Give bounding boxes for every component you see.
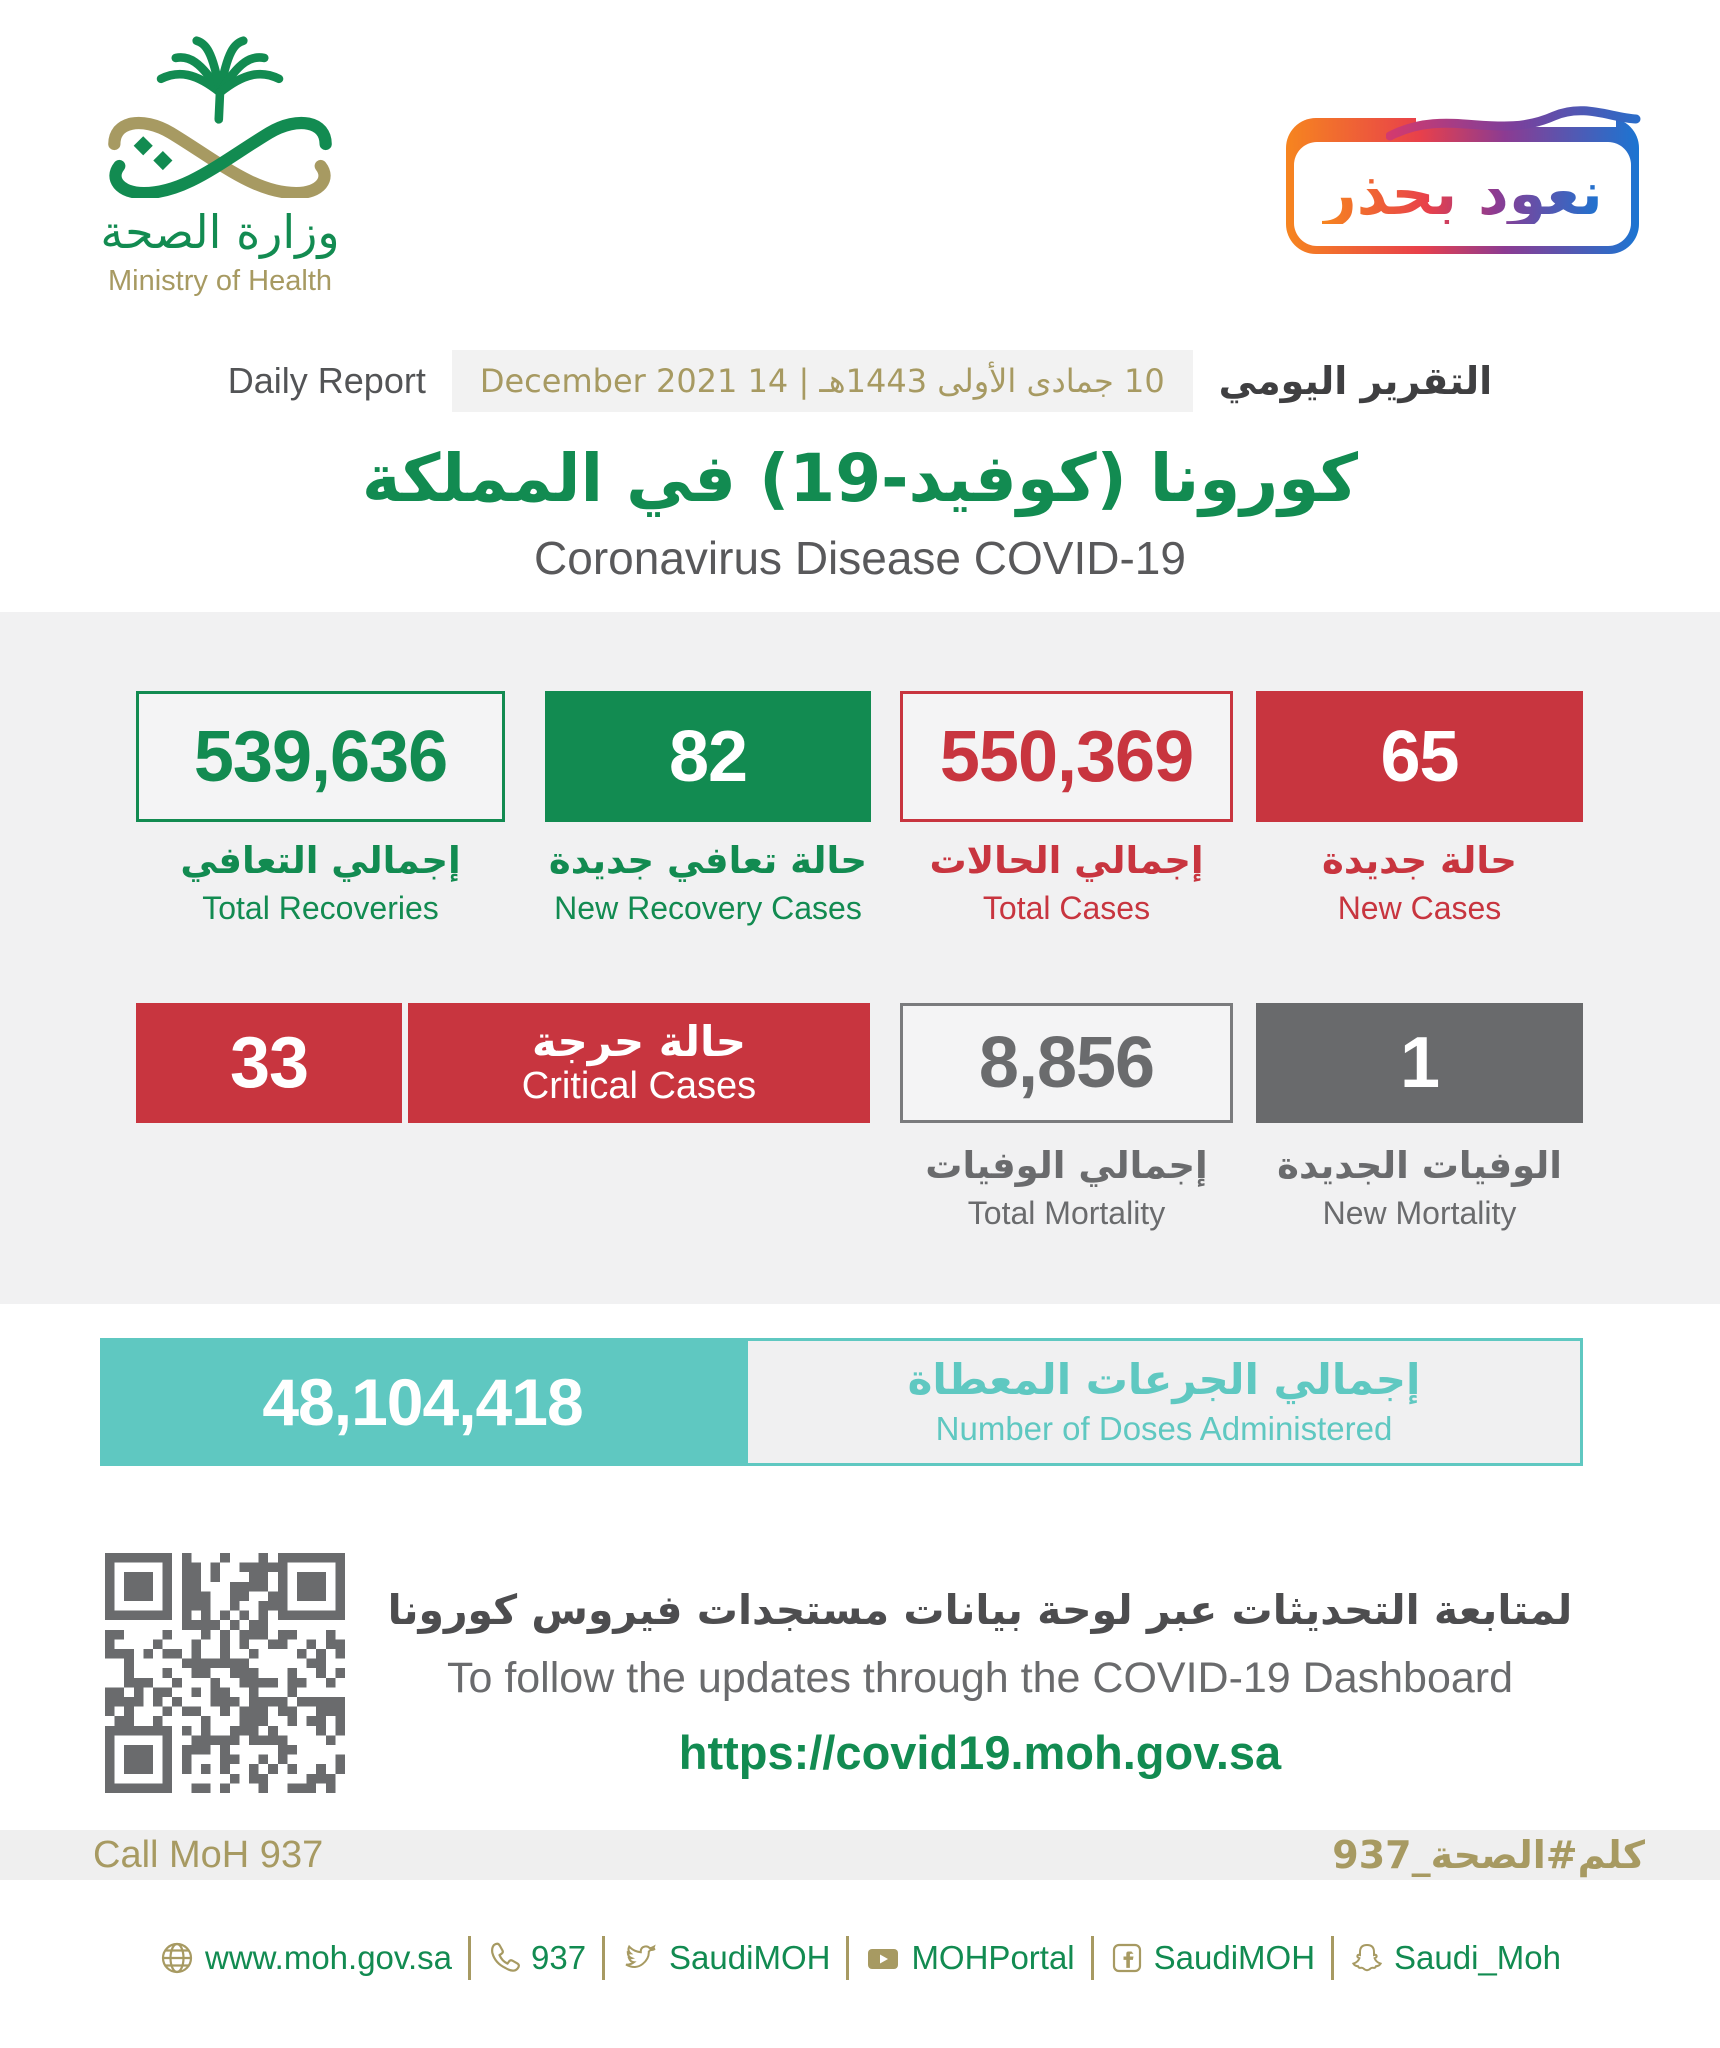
ministry-name-arabic: وزارة الصحة [100, 205, 340, 259]
dashboard-line-en: To follow the updates through the COVID-19 Dashboard [446, 1654, 1514, 1702]
total-recoveries-value: 539,636 [136, 691, 505, 822]
doses-label-ar: إجمالي الجرعات المعطاة [907, 1355, 1421, 1404]
critical-cases-label-en: Critical Cases [521, 1065, 757, 1108]
doses-label-panel [745, 1338, 1583, 1466]
new-mortality-label-ar: الوفيات الجديدة [1277, 1144, 1562, 1187]
doses-administered-bar [100, 1338, 1583, 1466]
footer-snapchat-label: Saudi_Moh [1394, 1939, 1561, 1976]
return-with-caution-badge [1286, 102, 1639, 254]
total-recoveries-label-ar: إجمالي التعافي [180, 839, 461, 882]
dashboard-url-link[interactable]: https://covid19.moh.gov.sa [678, 1726, 1282, 1779]
total-recoveries-label [136, 838, 505, 928]
report-date: 10 جمادى الأولى 1443هـ | 14 December 2021 [452, 350, 1193, 412]
daily-report-label-en: Daily Report [227, 360, 426, 401]
dashboard-line-ar: لمتابعة التحديثات عبر لوحة بيانات مستجدات فيروس كورونا [387, 1586, 1573, 1634]
total-cases-label-en: Total Cases [982, 890, 1151, 927]
total-cases-label-ar: إجمالي الحالات [929, 839, 1204, 882]
footer-item-phone[interactable] [487, 1939, 586, 1977]
footer-twitter-label: SaudiMOH [669, 1939, 831, 1976]
new-cases-label-en: New Cases [1337, 890, 1502, 927]
facebook-icon [1110, 1941, 1144, 1975]
doses-value: 48,104,418 [262, 1365, 583, 1439]
footer-item-twitter[interactable] [621, 1939, 830, 1977]
critical-cases-value: 33 [136, 1003, 402, 1123]
footer-item-website[interactable] [159, 1939, 452, 1977]
total-mortality-value: 8,856 [900, 1003, 1233, 1123]
new-cases-label-ar: حالة جديدة [1322, 839, 1517, 882]
globe-icon [159, 1940, 195, 1976]
twitter-icon [621, 1941, 659, 1975]
new-mortality-value: 1 [1256, 1003, 1583, 1123]
total-mortality-label-ar: إجمالي الوفيات [925, 1144, 1208, 1187]
contact-band [0, 1830, 1720, 1880]
new-mortality-label-en: New Mortality [1322, 1195, 1517, 1232]
footer-phone-label: 937 [530, 1939, 587, 1976]
daily-report-label-ar: التقرير اليومي [1218, 359, 1493, 403]
report-header [0, 350, 1720, 585]
dashboard-info [380, 1586, 1580, 1780]
footer-item-snapchat[interactable] [1350, 1939, 1561, 1977]
ministry-name-english: Ministry of Health [107, 265, 332, 297]
footer-facebook-label: SaudiMOH [1153, 1939, 1316, 1976]
badge-wave-icon [1386, 102, 1642, 146]
footer-item-youtube[interactable] [865, 1939, 1074, 1977]
qr-code [105, 1553, 345, 1793]
new-mortality-label [1256, 1143, 1583, 1233]
footer-social-bar [0, 1936, 1720, 1980]
new-recovery-cases-label [545, 838, 871, 928]
total-cases-value: 550,369 [900, 691, 1233, 822]
new-cases-label [1256, 838, 1583, 928]
total-recoveries-label-en: Total Recoveries [202, 890, 439, 927]
youtube-icon [865, 1941, 901, 1975]
critical-cases-label-ar: حالة حرجة [531, 1017, 747, 1067]
footer-separator [602, 1936, 605, 1980]
total-mortality-label [900, 1143, 1233, 1233]
total-cases-label [900, 838, 1233, 928]
total-mortality-label-en: Total Mortality [967, 1195, 1166, 1232]
doses-label-en: Number of Doses Administered [935, 1410, 1393, 1448]
moh-hashtag-label: كلم#الصحة_937 [1332, 1833, 1645, 1877]
footer-separator [1331, 1936, 1334, 1980]
moh-emblem-icon [70, 26, 370, 198]
new-cases-value: 65 [1256, 691, 1583, 822]
footer-youtube-label: MOHPortal [911, 1939, 1075, 1976]
footer-separator [846, 1936, 849, 1980]
page-title-arabic: كورونا (كوفيد-19) في المملكة [361, 440, 1359, 517]
new-recovery-cases-value: 82 [545, 691, 871, 822]
footer-separator [468, 1936, 471, 1980]
stats-section [0, 612, 1720, 1304]
critical-cases-label [408, 1003, 870, 1123]
page-title-english: Coronavirus Disease COVID-19 [534, 531, 1186, 584]
phone-icon [487, 1941, 521, 1975]
new-recovery-cases-label-en: New Recovery Cases [554, 890, 862, 927]
badge-text: نعود بحذر [1322, 159, 1603, 229]
footer-separator [1091, 1936, 1094, 1980]
footer-item-facebook[interactable] [1110, 1939, 1315, 1977]
new-recovery-cases-label-ar: حالة تعافي جديدة [548, 839, 868, 882]
snapchat-icon [1350, 1941, 1384, 1975]
footer-website-label: www.moh.gov.sa [205, 1939, 452, 1976]
moh-logo [60, 26, 380, 298]
call-moh-label: Call MoH 937 [93, 1833, 324, 1876]
